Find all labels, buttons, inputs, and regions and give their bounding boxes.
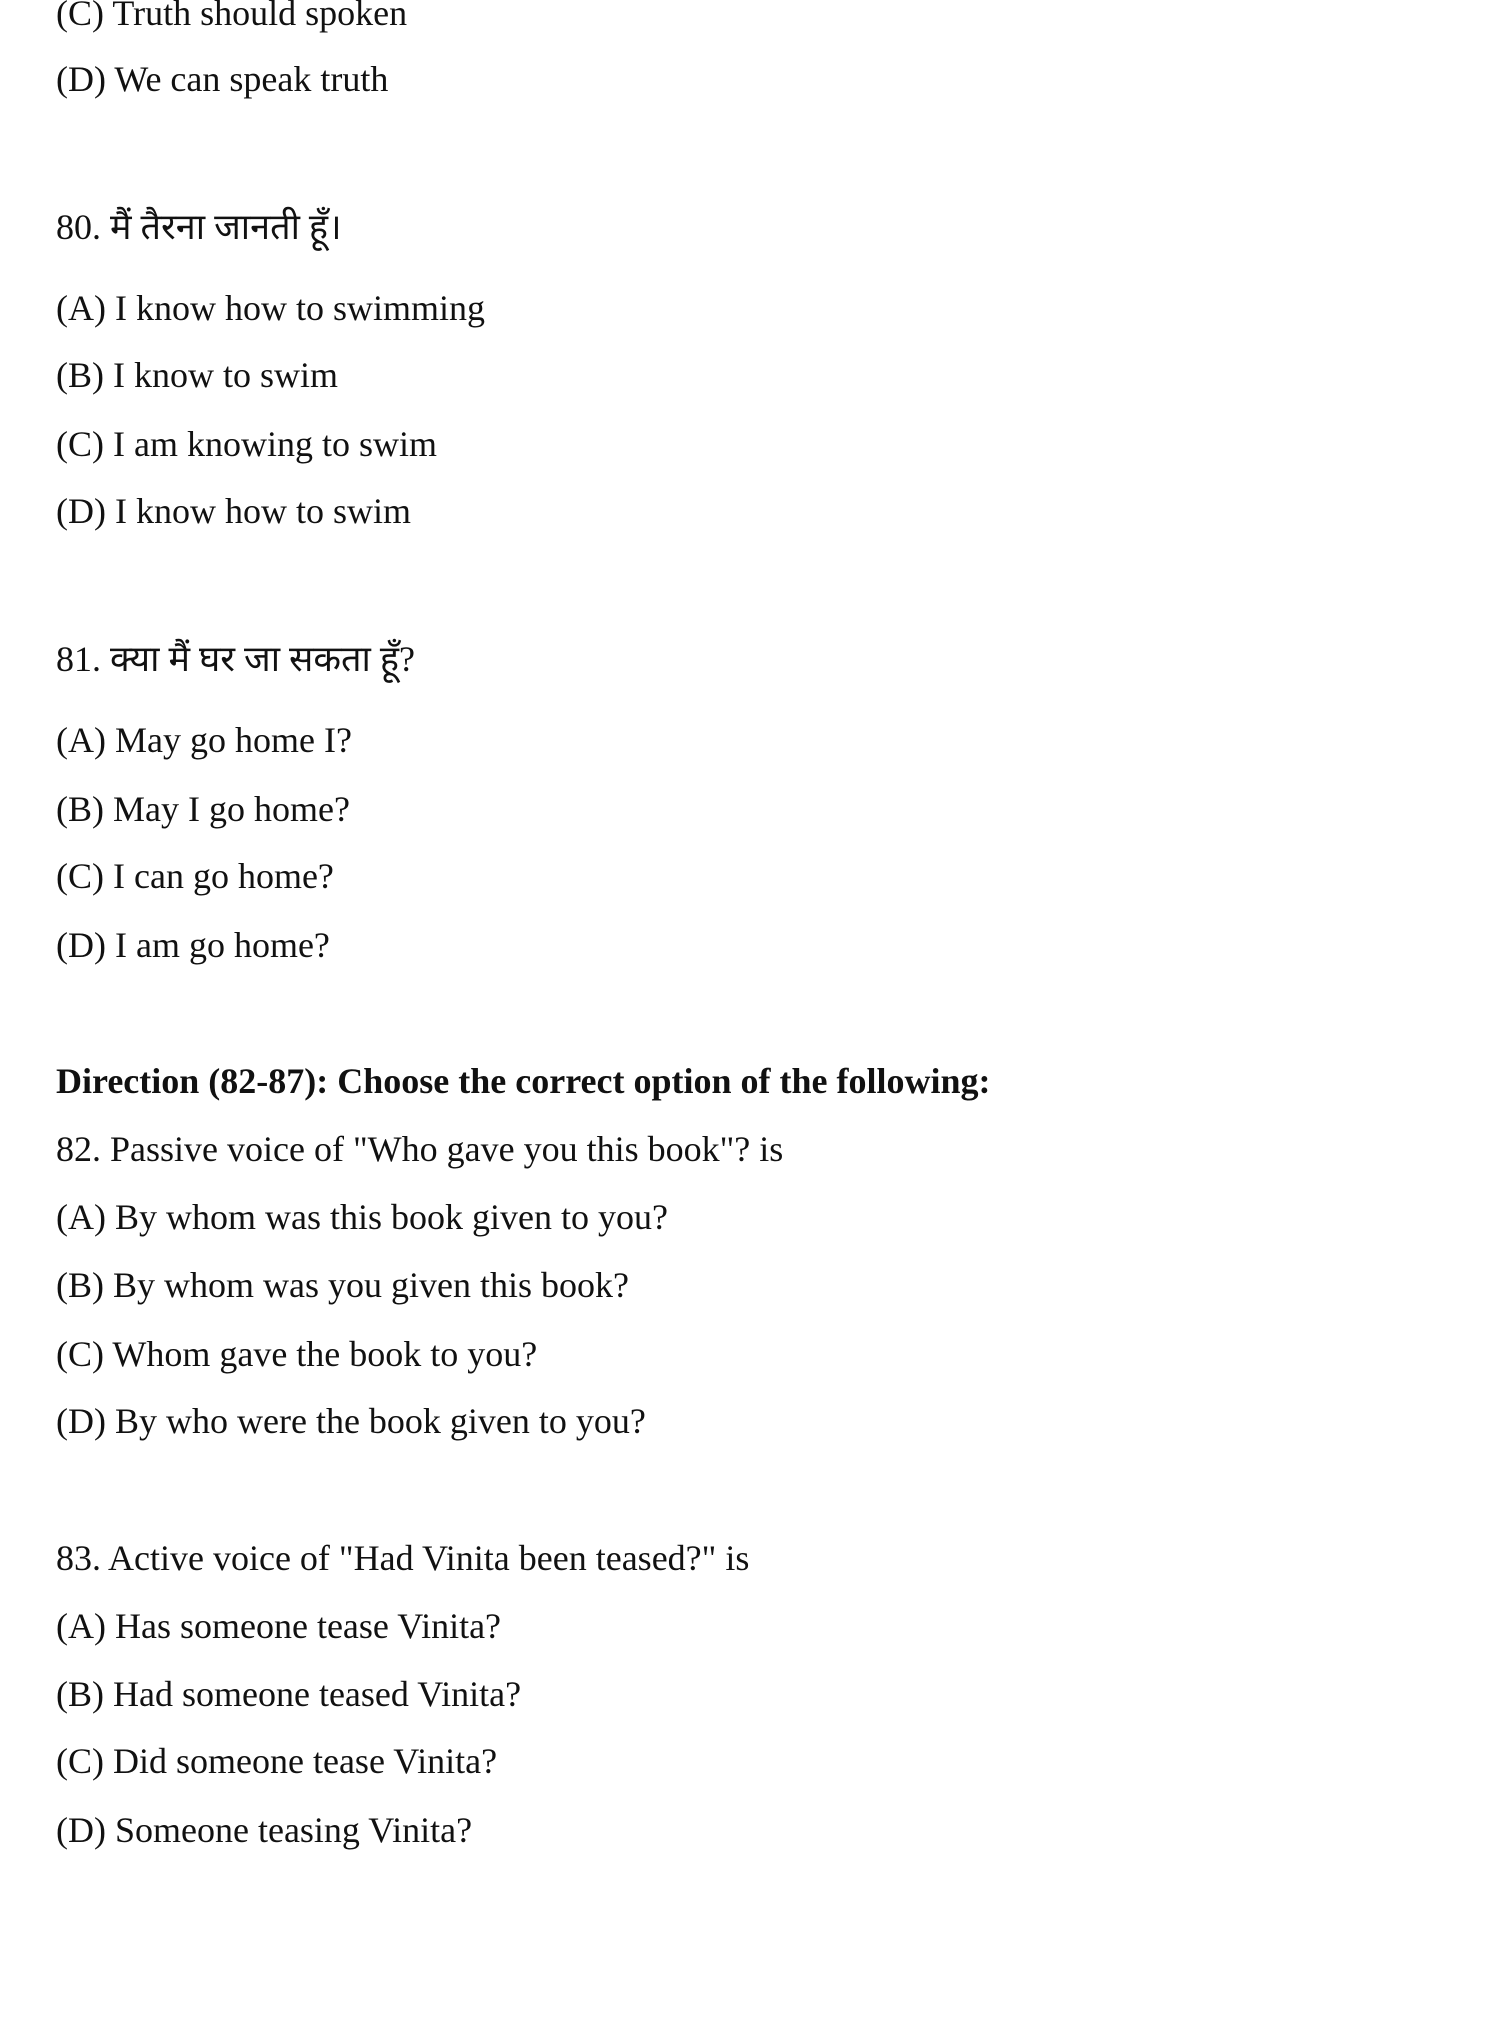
option-label: (A) <box>56 1197 106 1237</box>
question-number: 81. <box>56 639 101 679</box>
option-label: (D) <box>56 1810 106 1850</box>
option-c <box>56 854 334 898</box>
question-text: क्या मैं घर जा सकता हूँ? <box>110 639 415 679</box>
question-80 <box>56 205 342 249</box>
option-c <box>56 0 407 35</box>
option-text: May I go home? <box>113 789 350 829</box>
option-text: Truth should spoken <box>112 0 408 33</box>
option-label: (C) <box>56 1741 104 1781</box>
option-a <box>56 718 352 762</box>
option-text: I know to swim <box>113 355 338 395</box>
option-b <box>56 787 350 831</box>
option-text: Has someone tease Vinita? <box>114 1606 502 1646</box>
question-text: Passive voice of "Who gave you this book"? is <box>110 1129 784 1169</box>
question-number: 82. <box>56 1129 101 1169</box>
option-a <box>56 286 485 330</box>
option-label: (B) <box>56 1265 104 1305</box>
option-label: (A) <box>56 1606 106 1646</box>
option-text: I can go home? <box>113 856 334 896</box>
option-c <box>56 422 437 466</box>
option-text: Did someone tease Vinita? <box>113 1741 498 1781</box>
question-text: Active voice of "Had Vinita been teased?" is <box>108 1538 750 1578</box>
option-text: By whom was you given this book? <box>113 1265 629 1305</box>
option-label: (C) <box>56 856 104 896</box>
option-label: (C) <box>56 1334 104 1374</box>
option-text: Whom gave the book to you? <box>112 1334 538 1374</box>
option-label: (B) <box>56 789 104 829</box>
question-text: मैं तैरना जानती हूँ। <box>110 207 342 247</box>
option-label: (B) <box>56 1674 104 1714</box>
option-text: We can speak truth <box>114 59 389 99</box>
option-c <box>56 1739 497 1783</box>
option-label: (A) <box>56 720 106 760</box>
question-81 <box>56 637 415 681</box>
option-d <box>56 57 388 101</box>
option-text: May go home I? <box>114 720 352 760</box>
option-d <box>56 1399 646 1443</box>
question-number: 83. <box>56 1538 101 1578</box>
option-label: (D) <box>56 925 106 965</box>
option-label: (D) <box>56 491 106 531</box>
option-text: I am go home? <box>114 925 330 965</box>
option-text: By whom was this book given to you? <box>114 1197 668 1237</box>
option-a <box>56 1195 668 1239</box>
question-number: 80. <box>56 207 101 247</box>
option-b <box>56 1672 521 1716</box>
option-c <box>56 1332 537 1376</box>
option-label: (A) <box>56 288 106 328</box>
option-label: (C) <box>56 424 104 464</box>
option-text: I know how to swimming <box>114 288 485 328</box>
option-text: I know how to swim <box>114 491 411 531</box>
option-b <box>56 353 338 397</box>
option-label: (D) <box>56 1401 106 1441</box>
option-text: I am knowing to swim <box>113 424 437 464</box>
direction-heading: Direction (82-87): Choose the correct option of the following: <box>56 1061 991 1101</box>
option-label: (C) <box>56 0 104 33</box>
question-83 <box>56 1536 749 1580</box>
option-d <box>56 489 411 533</box>
option-text: By who were the book given to you? <box>114 1401 646 1441</box>
option-label: (B) <box>56 355 104 395</box>
option-d <box>56 923 330 967</box>
option-text: Someone teasing Vinita? <box>114 1810 473 1850</box>
question-82 <box>56 1127 783 1171</box>
option-text: Had someone teased Vinita? <box>113 1674 522 1714</box>
option-label: (D) <box>56 59 106 99</box>
option-b <box>56 1263 629 1307</box>
option-d <box>56 1808 472 1852</box>
option-a <box>56 1604 501 1648</box>
